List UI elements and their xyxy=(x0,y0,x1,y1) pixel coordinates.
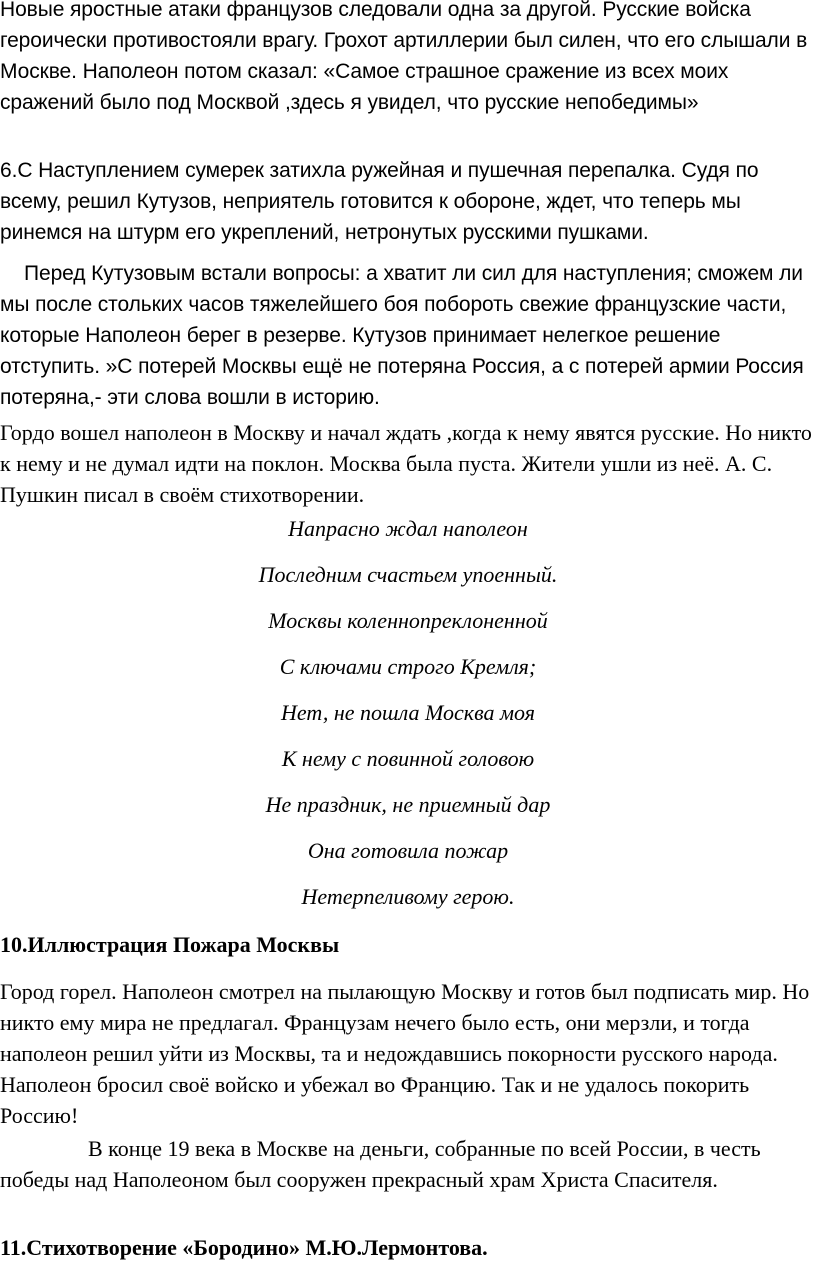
poem-line: Нетерпеливому герою. xyxy=(301,884,515,909)
poem-line: Последним счастьем упоенный. xyxy=(258,562,558,587)
poem-line: Она готовила пожар xyxy=(307,838,509,863)
paragraph-battle-attacks: Новые яростные атаки французов следовали одна за другой. Русские войска героически противостояли врагу. Грохот артиллерии был силен, что его слышали в Москве. Наполеон потом сказал: «Самое страшное сражение из всех моих сражений было под Москвой ,здесь я увидел, что русские непобедимы» xyxy=(0,0,808,114)
poem-line: Нет, не пошла Москва моя xyxy=(281,700,535,725)
section-heading-borodino-poem: 11.Стихотворение «Бородино» М.Ю.Лермонтова. xyxy=(0,1235,488,1260)
poem-line: Москвы коленнопреклоненной xyxy=(268,608,548,633)
paragraph-napoleon-moscow: Гордо вошел наполеон в Москву и начал ждать ,когда к нему явятся русские. Но никто к нему и не думал идти на поклон. Москва была пуста. Жители ушли из неё. А. С. Пушкин писал в своём стихотворении. xyxy=(0,420,812,507)
paragraph-dusk-kutuzov: 6.С Наступлением сумерек затихла ружейная и пушечная перепалка. Судя по всему, решил Кутузов, неприятель готовится к обороне, ждет, что теперь мы ринемся на штурм его укреплений, нетронутых русскими пушками. xyxy=(0,159,759,244)
poem-line: Не праздник, не приемный дар xyxy=(265,792,551,817)
poem-line: Напрасно ждал наполеон xyxy=(288,516,528,541)
paragraph-moscow-burning: Город горел. Наполеон смотрел на пылающую Москву и готов был подписать мир. Но никто ему мира не предлагал. Французам нечего было есть, они мерзли, и тогда наполеон решил уйти из Москвы, та и недождавшись покорности русского народа. Наполеон бросил своё войско и убежал во Францию. Так и не удалось покорить Россию! xyxy=(0,979,810,1128)
paragraph-kutuzov-retreat: Перед Кутузовым встали вопросы: а хватит ли сил для наступления; сможем ли мы после стольких часов тяжелейшего боя побороть свежие французские части, которые Наполеон берег в резерве. Кутузов принимает нелегкое решение отступить. »С потерей Москвы ещё не потеряна Россия, а с потерей армии Россия потеряна,- эти слова вошли в историю. xyxy=(0,262,804,409)
section-heading-fire-illustration: 10.Иллюстрация Пожара Москвы xyxy=(0,932,340,957)
poem-line: С ключами строго Кремля; xyxy=(279,654,537,679)
poem-line: К нему с повинной головою xyxy=(281,746,535,771)
paragraph-cathedral: В конце 19 века в Москве на деньги, собранные по всей России, в честь победы над Наполеоном был сооружен прекрасный храм Христа Спасителя. xyxy=(0,1136,761,1192)
